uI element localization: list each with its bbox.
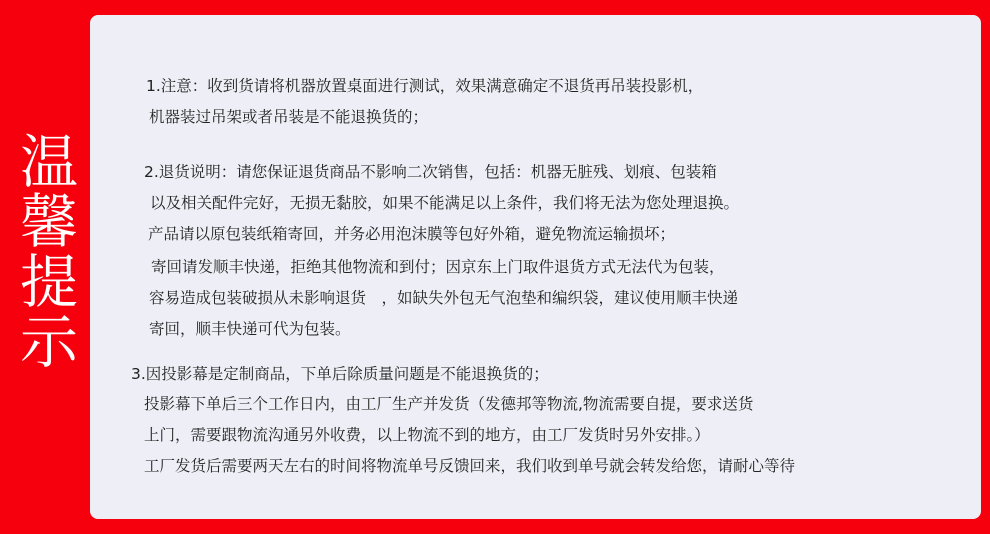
note-2-line-4: 寄回请发顺丰快递，拒绝其他物流和到付；因京东上门取件退货方式无法代为包装， — [151, 258, 725, 276]
note-2-line-3: 产品请以原包装纸箱寄回，并务必用泡沫膜等包好外箱，避免物流运输损坏； — [148, 225, 676, 243]
title-char: 馨 — [19, 188, 78, 256]
note-3-line-3: 上门，需要跟物流沟通另外收费，以上物流不到的地方，由工厂发货时另外安排。） — [144, 426, 710, 444]
note-1-line-1: 1.注意：收到货请将机器放置桌面进行测试，效果满意确定不退货再吊装投影机， — [146, 77, 704, 95]
title-char: 温 — [19, 128, 78, 196]
note-2-line-5: 容易造成包装破损从未影响退货 ，如缺失外包无气泡垫和编织袋，建议使用顺丰快递 — [149, 289, 739, 307]
note-2-line-6: 寄回，顺丰快递可代为包装。 — [149, 320, 351, 338]
title-char: 提 — [19, 248, 78, 316]
note-1-line-2: 机器装过吊架或者吊装是不能退换货的； — [149, 108, 429, 126]
notice-panel — [90, 15, 981, 519]
note-3-line-4: 工厂发货后需要两天左右的时间将物流单号反馈回来，我们收到单号就会转发给您，请耐心等待 — [144, 457, 796, 475]
note-3-line-1: 3.因投影幕是定制商品，下单后除质量问题是不能退换货的； — [131, 365, 549, 383]
note-3-line-2: 投影幕下单后三个工作日内，由工厂生产并发货（发德邦等物流,物流需要自提，要求送货 — [144, 395, 754, 413]
note-2-line-2: 以及相关配件完好，无损无黏胶，如果不能满足以上条件，我们将无法为您处理退换。 — [150, 194, 740, 212]
note-2-line-1: 2.退货说明：请您保证退货商品不影响二次销售，包括：机器无脏残、划痕、包装箱 — [144, 163, 717, 181]
title-char: 示 — [19, 308, 78, 376]
page-title — [14, 128, 84, 376]
